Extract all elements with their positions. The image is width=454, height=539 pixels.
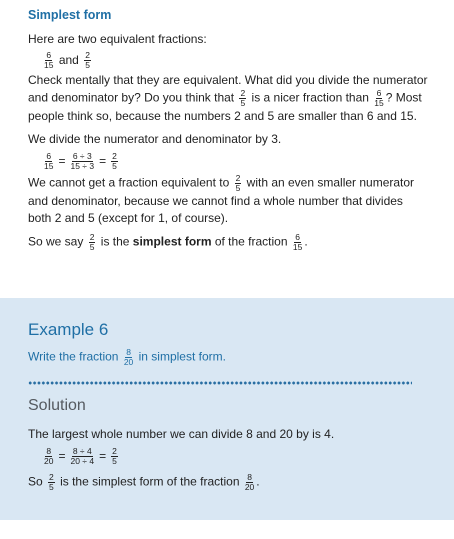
say-paragraph xyxy=(28,233,428,252)
text-run: is a nicer fraction than xyxy=(248,90,373,105)
text-run: . xyxy=(256,474,260,489)
numerator: 2 xyxy=(112,446,117,457)
numerator: 2 xyxy=(112,151,117,162)
denominator: 5 xyxy=(89,242,95,252)
text-run: is the xyxy=(97,234,133,249)
numerator: 8 xyxy=(247,472,252,482)
divide-text: We divide the numerator and denominator by 3. xyxy=(28,132,282,146)
fraction xyxy=(293,233,302,252)
and-word: and xyxy=(58,53,79,67)
equals-sign: = xyxy=(99,449,107,463)
denominator: 15 xyxy=(374,98,384,108)
numerator: 2 xyxy=(49,472,54,482)
fraction xyxy=(239,89,246,108)
text-run: ? Most people think so, because the numbers 2 and 5 are smaller than 6 and 15. xyxy=(28,90,422,123)
numerator: 6 xyxy=(46,50,52,61)
text-run: is the simplest form of the fraction xyxy=(56,474,243,489)
fraction xyxy=(70,152,94,171)
fraction xyxy=(111,447,118,466)
text-run: Check mentally that they are equivalent. What did you divide the numerator and denominator by? Do you think that xyxy=(28,73,428,105)
numerator: 6 xyxy=(376,88,382,98)
numerator: 6 ÷ 3 xyxy=(72,151,92,162)
solution-equation xyxy=(42,443,438,469)
text-run: . xyxy=(304,234,308,249)
equals-sign: = xyxy=(58,154,66,168)
text-run: So we say xyxy=(28,234,87,249)
text-run: in simplest form. xyxy=(135,349,226,364)
fraction xyxy=(48,473,55,492)
text-run: So xyxy=(28,474,47,489)
numerator: 6 xyxy=(46,151,52,162)
bold-term: simplest form xyxy=(132,234,212,249)
denominator: 20 xyxy=(44,456,54,467)
denominator: 15 ÷ 3 xyxy=(70,161,95,172)
fraction xyxy=(70,447,94,466)
fraction xyxy=(44,447,53,466)
denominator: 15 xyxy=(292,242,303,252)
fraction xyxy=(111,152,118,171)
content-area xyxy=(28,8,428,252)
fraction xyxy=(374,89,383,108)
solution-block xyxy=(28,298,438,520)
solution-line: The largest whole number we can divide 8 and 20 by is 4. xyxy=(28,427,335,441)
fraction xyxy=(44,152,53,171)
denominator: 5 xyxy=(85,60,90,71)
denominator: 5 xyxy=(235,183,241,193)
numerator: 2 xyxy=(240,88,246,98)
example-title: Example 6 xyxy=(28,320,109,339)
numerator: 8 xyxy=(126,347,131,357)
solution-title: Solution xyxy=(28,397,86,414)
denominator: 5 xyxy=(49,482,54,492)
fraction xyxy=(84,51,91,70)
numerator: 2 xyxy=(235,173,241,183)
intro-text: Here are two equivalent fractions: xyxy=(28,32,207,46)
solution-body xyxy=(28,426,438,492)
intro-fractions xyxy=(42,48,428,72)
numerator: 8 xyxy=(46,446,52,457)
denominator: 15 xyxy=(44,161,54,172)
denominator: 5 xyxy=(112,456,117,467)
section-heading: Simplest form xyxy=(28,8,112,22)
divide-equation xyxy=(42,148,428,174)
check-paragraph xyxy=(28,72,428,125)
text-run: We cannot get a fraction equivalent to xyxy=(28,175,233,190)
equals-sign: = xyxy=(58,449,66,463)
equals-sign: = xyxy=(99,154,107,168)
denominator: 20 xyxy=(244,482,255,492)
numerator: 2 xyxy=(89,232,95,242)
fraction xyxy=(235,174,242,193)
solution-conclusion xyxy=(28,473,438,492)
denominator: 5 xyxy=(112,161,117,172)
denominator: 15 xyxy=(44,60,54,71)
fraction xyxy=(44,51,53,70)
text-run: with an even smaller numerator and denominator, because we cannot find a whole number that divides both 2 and 5 (except for 1, of course). xyxy=(28,175,415,225)
denominator: 20 ÷ 4 xyxy=(70,456,95,467)
denominator: 5 xyxy=(240,98,246,108)
numerator: 2 xyxy=(85,50,90,61)
numerator: 6 xyxy=(295,232,300,242)
fraction xyxy=(89,233,96,252)
fraction xyxy=(245,473,254,492)
text-run: Write the fraction xyxy=(28,349,122,364)
denominator: 20 xyxy=(123,357,134,367)
example-panel xyxy=(0,298,454,520)
cannot-paragraph xyxy=(28,174,428,227)
text-run: of the fraction xyxy=(211,234,291,249)
numerator: 8 ÷ 4 xyxy=(72,446,92,457)
